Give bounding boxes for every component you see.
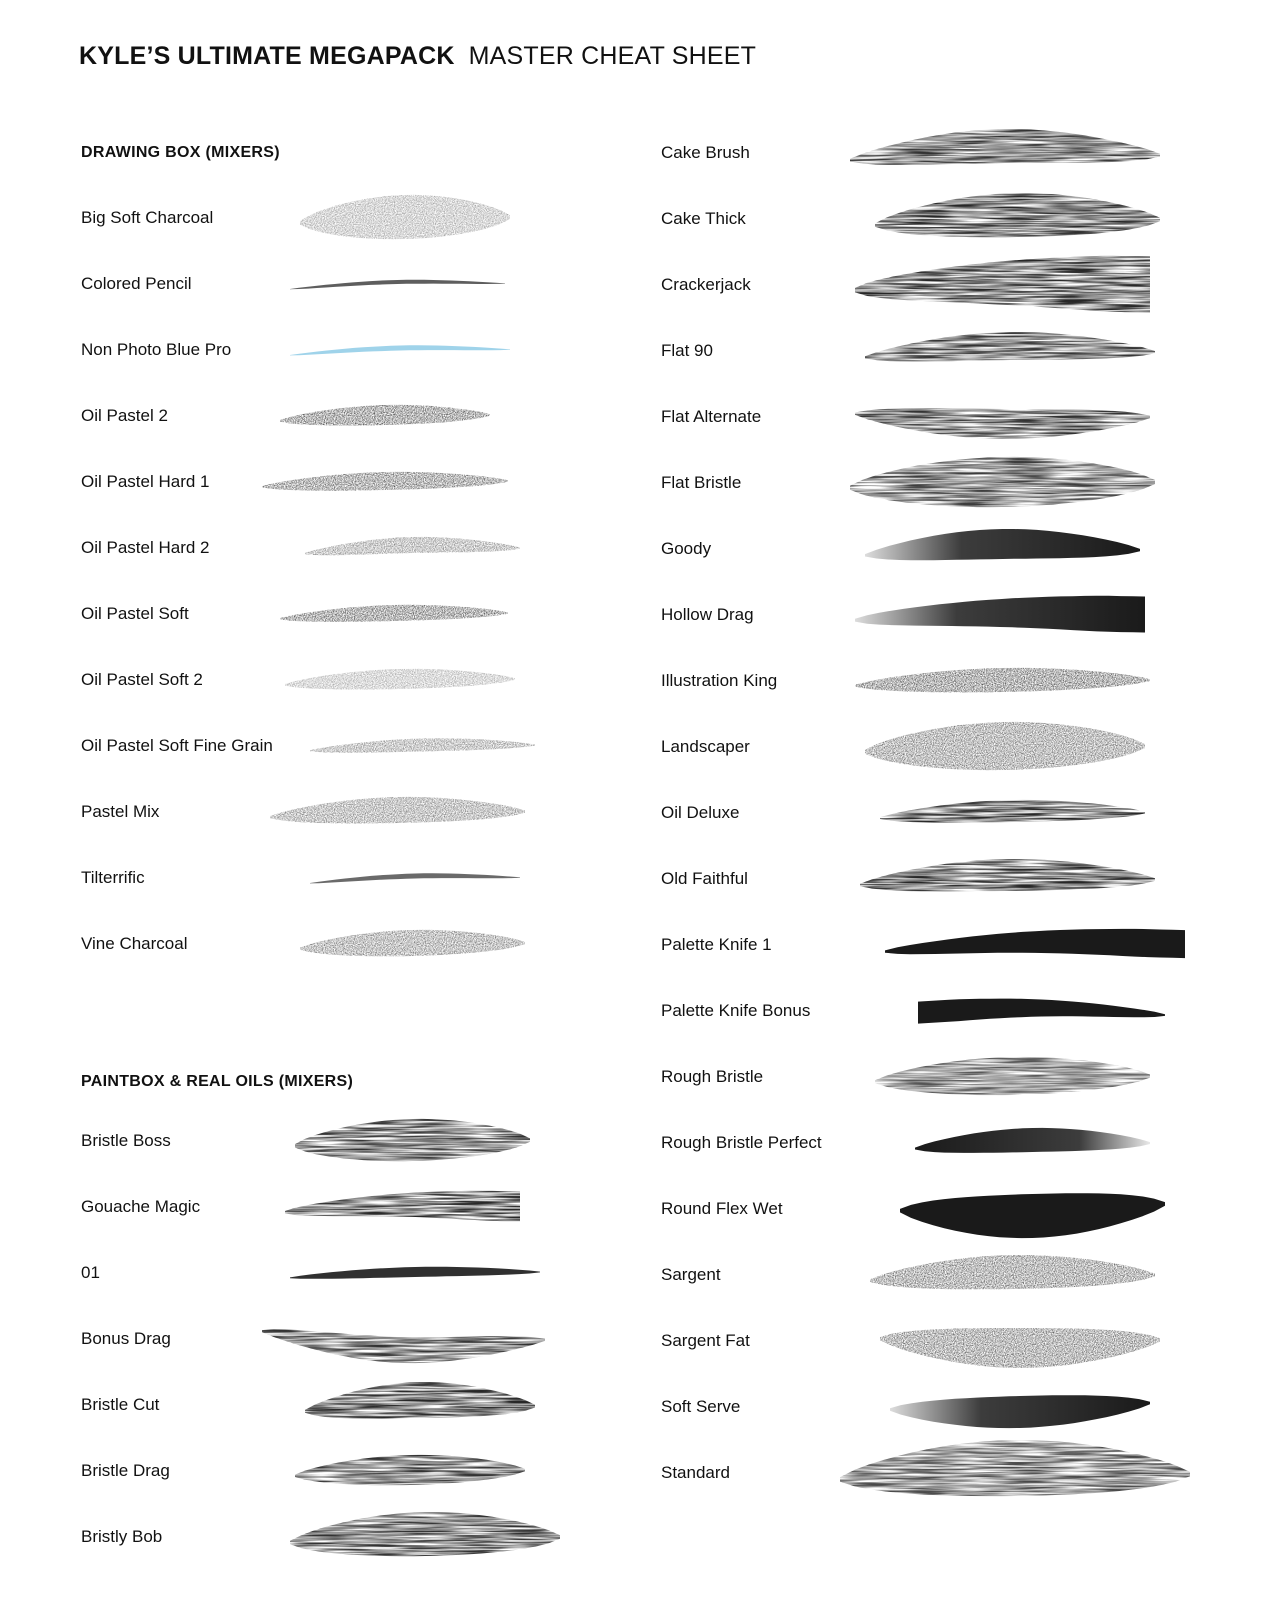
brush-label-gouache-magic: Gouache Magic [81, 1197, 201, 1216]
stroke-illustration-king [855, 668, 1150, 693]
stroke-landscaper [865, 722, 1145, 770]
stroke-hollow-drag [855, 596, 1145, 633]
brush-label-rough-bristle: Rough Bristle [661, 1067, 764, 1086]
brush-label-cake-thick: Cake Thick [661, 209, 746, 228]
brush-label-oil-pastel-hard-1: Oil Pastel Hard 1 [81, 472, 210, 491]
brush-label-vine-charcoal: Vine Charcoal [81, 934, 188, 953]
stroke-standard [840, 1440, 1190, 1496]
brush-label-palette-knife-bonus: Palette Knife Bonus [661, 1001, 811, 1020]
stroke-old-faithful [860, 859, 1155, 892]
stroke-oil-pastel-soft-fine-grain [310, 738, 535, 752]
stroke-oil-pastel-soft [280, 605, 508, 622]
brush-label-goody: Goody [661, 539, 712, 558]
brush-label-crackerjack: Crackerjack [661, 275, 751, 294]
stroke-sargent-fat [880, 1328, 1160, 1368]
brush-label-oil-pastel-soft: Oil Pastel Soft [81, 604, 189, 623]
stroke-vine-charcoal [300, 930, 525, 956]
stroke-rough-bristle-perfect [915, 1128, 1150, 1153]
stroke-bristle-drag [295, 1455, 525, 1485]
brush-label-soft-serve: Soft Serve [661, 1397, 741, 1416]
stroke-flat-alternate [855, 408, 1150, 439]
brush-label-sargent: Sargent [661, 1265, 721, 1284]
brush-label-oil-deluxe: Oil Deluxe [661, 803, 740, 822]
brush-label-big-soft-charcoal: Big Soft Charcoal [81, 208, 214, 227]
brush-label-flat-alternate: Flat Alternate [661, 407, 762, 426]
brush-label-bristle-drag: Bristle Drag [81, 1461, 170, 1480]
brush-label-hollow-drag: Hollow Drag [661, 605, 754, 624]
stroke-crackerjack [855, 256, 1150, 313]
stroke-oil-pastel-soft-2 [285, 669, 515, 690]
stroke-tilterrific [310, 873, 520, 883]
stroke-goody [865, 529, 1140, 560]
stroke-bristle-boss [295, 1119, 530, 1161]
brush-label-palette-knife-1: Palette Knife 1 [661, 935, 772, 954]
stroke-palette-knife-bonus [918, 999, 1165, 1024]
stroke-rough-bristle [875, 1057, 1150, 1095]
stroke-palette-knife-1 [885, 929, 1185, 958]
stroke-flat-bristle [850, 457, 1155, 507]
stroke-bonus-drag [262, 1329, 545, 1363]
stroke-bristly-bob [290, 1512, 560, 1556]
stroke-colored-pencil [290, 280, 505, 290]
brush-label-bonus-drag: Bonus Drag [81, 1329, 171, 1348]
stroke-oil-pastel-hard-2 [305, 537, 520, 555]
brush-label-standard: Standard [661, 1463, 730, 1482]
paintbox-heading: PAINTBOX & REAL OILS (MIXERS) [81, 1073, 354, 1090]
stroke-oil-pastel-hard-1 [262, 472, 508, 491]
stroke-big-soft-charcoal [300, 195, 510, 239]
brush-label-tilterrific: Tilterrific [81, 868, 145, 887]
brush-label-flat-bristle: Flat Bristle [661, 473, 742, 492]
brush-label-oil-pastel-hard-2: Oil Pastel Hard 2 [81, 538, 210, 557]
stroke-cake-brush [850, 129, 1160, 165]
brush-label-oil-pastel-soft-2: Oil Pastel Soft 2 [81, 670, 203, 689]
brush-label-cake-brush: Cake Brush [661, 143, 750, 162]
stroke-oil-pastel-2 [280, 405, 490, 426]
brush-label-illustration-king: Illustration King [661, 671, 778, 690]
brush-label-bristly-bob: Bristly Bob [81, 1527, 163, 1546]
brush-label-pastel-mix: Pastel Mix [81, 802, 160, 821]
stroke-flat-90 [865, 332, 1155, 362]
brush-label-colored-pencil: Colored Pencil [81, 274, 192, 293]
brush-label-landscaper: Landscaper [661, 737, 750, 756]
brush-label-non-photo-blue-pro: Non Photo Blue Pro [81, 340, 232, 359]
brush-label-01: 01 [81, 1263, 100, 1282]
title-bold: KYLE’S ULTIMATE MEGAPACK [79, 42, 455, 70]
stroke-01 [290, 1267, 540, 1279]
stroke-non-photo-blue-pro [290, 345, 510, 355]
brush-label-rough-bristle-perfect: Rough Bristle Perfect [661, 1133, 822, 1152]
brush-label-bristle-boss: Bristle Boss [81, 1131, 171, 1150]
title-light: MASTER CHEAT SHEET [468, 42, 757, 70]
brush-label-old-faithful: Old Faithful [661, 869, 748, 888]
brush-label-round-flex-wet: Round Flex Wet [661, 1199, 783, 1218]
brush-label-oil-pastel-2: Oil Pastel 2 [81, 406, 168, 425]
brush-label-flat-90: Flat 90 [661, 341, 713, 360]
brush-label-sargent-fat: Sargent Fat [661, 1331, 750, 1350]
stroke-soft-serve [890, 1395, 1150, 1428]
stroke-gouache-magic [285, 1191, 520, 1222]
stroke-bristle-cut [305, 1382, 535, 1419]
stroke-pastel-mix [270, 797, 525, 824]
drawing-box-heading: DRAWING BOX (MIXERS) [81, 144, 280, 161]
brush-label-bristle-cut: Bristle Cut [81, 1395, 160, 1414]
stroke-cake-thick [875, 193, 1160, 237]
stroke-oil-deluxe [880, 800, 1145, 823]
stroke-sargent [870, 1255, 1155, 1289]
brush-label-oil-pastel-soft-fine-grain: Oil Pastel Soft Fine Grain [81, 736, 273, 755]
stroke-round-flex-wet [900, 1193, 1165, 1238]
